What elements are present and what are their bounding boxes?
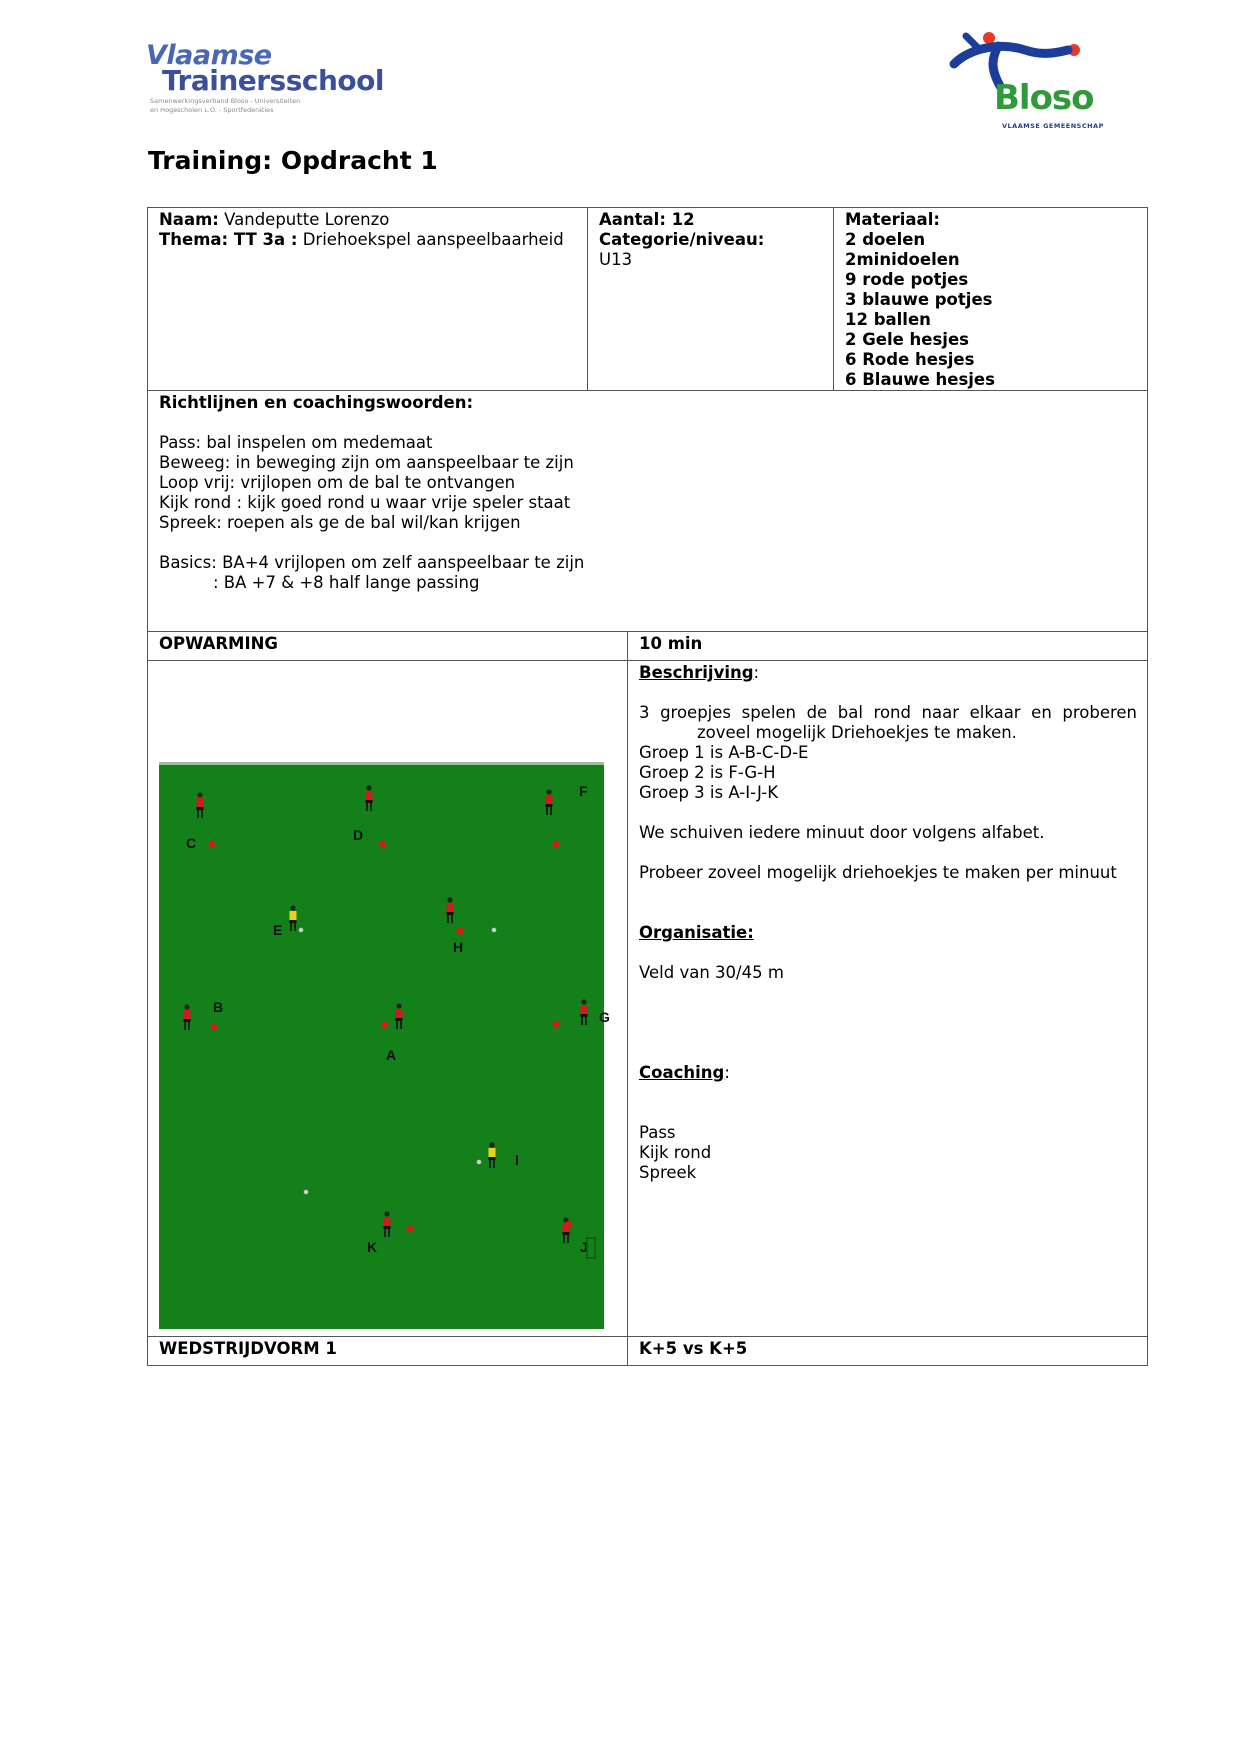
- group-line: Groep 2 is F-G-H: [639, 763, 776, 782]
- wedstrijdvorm-label: WEDSTRIJDVORM 1: [148, 1337, 628, 1366]
- beschrijving-cell: Beschrijving: 3 groepjes spelen de bal rond naar elkaar en proberen zoveel mogelijk Driehoekjes te maken. Groep 1 is A-B-C-D-E Groep 2 is F-G-H Groep 3 is A-I-J-K We schuiven iedere minuut door volgens alfabet. Probeer zoveel mogelijk driehoekjes te maken per minuut Organisatie: Veld van 30/45 m Coaching: Pass Kijk rond Spreek: [628, 661, 1148, 1337]
- opwarming-label: OPWARMING: [148, 632, 628, 661]
- aantal: Aantal: 12: [599, 210, 695, 229]
- bloso-wordmark: Bloso: [994, 78, 1094, 118]
- logo-subtitle-2: en Hogescholen L.O. - Sportfederaties: [150, 106, 274, 114]
- cone-icon: [211, 1024, 218, 1031]
- richtlijnen-cell: [148, 391, 1148, 632]
- logo-subtitle-1: Samenwerkingsverband Bloso - Universiteiten: [150, 97, 301, 105]
- player-label: A: [386, 1047, 397, 1063]
- materiaal-item: 6 Blauwe hesjes: [845, 370, 995, 389]
- info-row: [148, 208, 1148, 391]
- bloso-logo: [940, 28, 1120, 134]
- player-label: K: [367, 1239, 378, 1255]
- wedstrijdvorm-format: K+5 vs K+5: [628, 1337, 1148, 1366]
- richtlijnen-heading: Richtlijnen en coachingswoorden:: [159, 393, 474, 412]
- materiaal-item: 2minidoelen: [845, 250, 960, 269]
- coaching-item: Pass: [639, 1123, 676, 1142]
- training-table: [147, 207, 1148, 1366]
- logo-subtitle: [150, 97, 370, 115]
- materiaal-item: 12 ballen: [845, 310, 931, 329]
- player-label: D: [353, 827, 364, 843]
- probeer-line: Probeer zoveel mogelijk driehoekjes te maken per minuut: [639, 863, 1117, 882]
- richtlijn-line: Loop vrij: vrijlopen om de bal te ontvangen: [159, 473, 516, 492]
- basics-line-1: Basics: BA+4 vrijlopen om zelf aanspeelbaar te zijn: [159, 553, 585, 572]
- cone-icon: [553, 841, 560, 848]
- group-line: Groep 1 is A-B-C-D-E: [639, 743, 809, 762]
- field-cell: [148, 661, 628, 1337]
- desc-line-2: zoveel mogelijk Driehoekjes te maken.: [697, 723, 1017, 742]
- player-label: G: [599, 1009, 610, 1025]
- richtlijn-line: Kijk rond : kijk goed rond u waar vrije speler staat: [159, 493, 571, 512]
- coaching-item: Spreek: [639, 1163, 697, 1182]
- group-line: Groep 3 is A-I-J-K: [639, 783, 779, 802]
- richtlijn-line: Pass: bal inspelen om medemaat: [159, 433, 433, 452]
- organisatie-label: Organisatie:: [639, 923, 754, 942]
- opwarming-body-row: [148, 661, 1148, 1337]
- naam-value: Vandeputte Lorenzo: [218, 210, 390, 229]
- opwarming-duration: 10 min: [628, 632, 1148, 661]
- player-label: E: [273, 922, 283, 938]
- materiaal-item: 2 doelen: [845, 230, 926, 249]
- richtlijn-line: Beweeg: in beweging zijn om aanspeelbaar te zijn: [159, 453, 574, 472]
- categorie-label: Categorie/niveau:: [599, 230, 765, 249]
- materiaal-cell: [834, 208, 1148, 391]
- cone-icon: [209, 841, 216, 848]
- ball-icon: [299, 928, 304, 933]
- richtlijn-line: Spreek: roepen als ge de bal wil/kan krijgen: [159, 513, 521, 532]
- materiaal-item: 9 rode potjes: [845, 270, 969, 289]
- cone-icon: [380, 841, 387, 848]
- player-label: B: [213, 999, 224, 1015]
- vlaamse-trainersschool-logo: [146, 40, 384, 120]
- cone-icon: [382, 1022, 389, 1029]
- coaching-item: Kijk rond: [639, 1143, 712, 1162]
- cone-icon: [457, 928, 464, 935]
- materiaal-item: 3 blauwe potjes: [845, 290, 993, 309]
- beschrijving-label: Beschrijving: [639, 663, 754, 682]
- naam-label: Naam:: [159, 210, 219, 229]
- field-top-edge: [159, 762, 604, 765]
- player-label: H: [453, 939, 464, 955]
- opwarming-header-row: [148, 632, 1148, 661]
- player-label: J: [580, 1239, 588, 1255]
- veld-line: Veld van 30/45 m: [639, 963, 784, 982]
- categorie-value: U13: [599, 250, 633, 269]
- player-label: F: [579, 783, 588, 799]
- ball-icon: [477, 1160, 482, 1165]
- cone-icon: [407, 1226, 414, 1233]
- basics-line-2: : BA +7 & +8 half lange passing: [213, 573, 480, 592]
- desc-line-1: 3 groepjes spelen de bal rond naar elkaar en proberen: [639, 703, 1137, 722]
- coaching-label: Coaching: [639, 1063, 725, 1082]
- materiaal-item: 6 Rode hesjes: [845, 350, 975, 369]
- cone-icon: [553, 1021, 560, 1028]
- thema-value: Driehoekspel aanspeelbaarheid: [297, 230, 564, 249]
- ball-icon: [492, 928, 497, 933]
- richtlijnen-row: [148, 391, 1148, 632]
- player-label: C: [186, 835, 197, 851]
- ball-icon: [304, 1190, 309, 1195]
- logo-line-2: Trainersschool: [162, 64, 384, 97]
- training-field-diagram: [159, 762, 610, 1329]
- bloso-subtitle: VLAAMSE GEMEENSCHAP: [1002, 122, 1104, 130]
- aantal-cell: [588, 208, 834, 391]
- wedstrijdvorm-row: [148, 1337, 1148, 1366]
- naam-thema-cell: [148, 208, 588, 391]
- thema-label: Thema: TT 3a :: [159, 230, 298, 249]
- player-label: I: [515, 1152, 519, 1168]
- materiaal-item: 2 Gele hesjes: [845, 330, 969, 349]
- logo-line-1: Vlaamse: [146, 40, 272, 71]
- page-title: Training: Opdracht 1: [148, 146, 438, 175]
- schuiven-line: We schuiven iedere minuut door volgens alfabet.: [639, 823, 1045, 842]
- materiaal-label: Materiaal:: [845, 210, 940, 229]
- cone-icon: [566, 1221, 573, 1228]
